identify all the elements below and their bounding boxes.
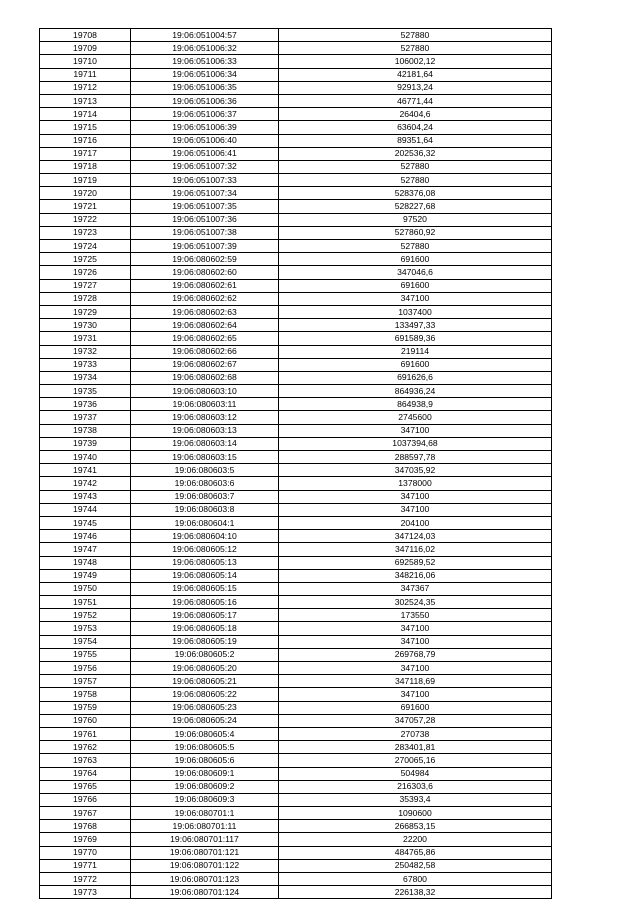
row-number-cell: 19710: [40, 55, 131, 68]
cadastral-number-cell: 19:06:080602:65: [131, 332, 279, 345]
cadastral-number-cell: 19:06:080605:4: [131, 727, 279, 740]
table-row: [40, 451, 552, 464]
cadastral-number-cell: 19:06:051004:57: [131, 29, 279, 42]
cadastral-number-cell: 19:06:051007:38: [131, 226, 279, 239]
value-cell: 270738: [279, 727, 552, 740]
value-cell: 347100: [279, 688, 552, 701]
row-number-cell: 19766: [40, 793, 131, 806]
cadastral-number-cell: 19:06:080603:5: [131, 464, 279, 477]
table-row: [40, 886, 552, 899]
table-row: [40, 727, 552, 740]
value-cell: 266853,15: [279, 820, 552, 833]
value-cell: 347100: [279, 292, 552, 305]
cadastral-number-cell: 19:06:080603:15: [131, 451, 279, 464]
table-row: [40, 780, 552, 793]
cadastral-number-cell: 19:06:080605:19: [131, 635, 279, 648]
row-number-cell: 19740: [40, 451, 131, 464]
value-cell: 527880: [279, 240, 552, 253]
row-number-cell: 19720: [40, 187, 131, 200]
cadastral-number-cell: 19:06:080605:12: [131, 543, 279, 556]
value-cell: 528227,68: [279, 200, 552, 213]
table-row: [40, 503, 552, 516]
cadastral-number-cell: 19:06:080602:64: [131, 319, 279, 332]
cadastral-number-cell: 19:06:080603:7: [131, 490, 279, 503]
cadastral-number-cell: 19:06:080701:121: [131, 846, 279, 859]
table-row: [40, 226, 552, 239]
value-cell: 527880: [279, 160, 552, 173]
row-number-cell: 19750: [40, 582, 131, 595]
table-row: [40, 292, 552, 305]
value-cell: 42181,64: [279, 68, 552, 81]
table-row: [40, 398, 552, 411]
cadastral-number-cell: 19:06:051007:33: [131, 174, 279, 187]
table-row: [40, 675, 552, 688]
row-number-cell: 19736: [40, 398, 131, 411]
value-cell: 216303,6: [279, 780, 552, 793]
cadastral-number-cell: 19:06:080701:117: [131, 833, 279, 846]
row-number-cell: 19769: [40, 833, 131, 846]
table-row: [40, 174, 552, 187]
row-number-cell: 19765: [40, 780, 131, 793]
cadastral-number-cell: 19:06:080605:6: [131, 754, 279, 767]
table-row: [40, 701, 552, 714]
value-cell: 864938,9: [279, 398, 552, 411]
cadastral-number-cell: 19:06:080603:8: [131, 503, 279, 516]
table-row: [40, 332, 552, 345]
table-row: [40, 543, 552, 556]
value-cell: 2745600: [279, 411, 552, 424]
value-cell: 63604,24: [279, 121, 552, 134]
value-cell: 691589,36: [279, 332, 552, 345]
row-number-cell: 19715: [40, 121, 131, 134]
value-cell: 89351,64: [279, 134, 552, 147]
row-number-cell: 19738: [40, 424, 131, 437]
cadastral-number-cell: 19:06:080605:21: [131, 675, 279, 688]
cadastral-number-cell: 19:06:080602:66: [131, 345, 279, 358]
value-cell: 527860,92: [279, 226, 552, 239]
table-row: [40, 319, 552, 332]
cadastral-number-cell: 19:06:080701:122: [131, 859, 279, 872]
value-cell: 347046,6: [279, 266, 552, 279]
cadastral-number-cell: 19:06:051007:35: [131, 200, 279, 213]
table-row: [40, 121, 552, 134]
value-cell: 692589,52: [279, 556, 552, 569]
value-cell: 347035,92: [279, 464, 552, 477]
table-row: [40, 411, 552, 424]
row-number-cell: 19748: [40, 556, 131, 569]
row-number-cell: 19722: [40, 213, 131, 226]
table-row: [40, 305, 552, 318]
cadastral-number-cell: 19:06:080609:2: [131, 780, 279, 793]
row-number-cell: 19767: [40, 807, 131, 820]
cadastral-number-cell: 19:06:080701:123: [131, 873, 279, 886]
table-row: [40, 688, 552, 701]
table-row: [40, 859, 552, 872]
cadastral-number-cell: 19:06:051006:36: [131, 94, 279, 107]
row-number-cell: 19733: [40, 358, 131, 371]
value-cell: 106002,12: [279, 55, 552, 68]
table-row: [40, 358, 552, 371]
row-number-cell: 19751: [40, 596, 131, 609]
table-row: [40, 437, 552, 450]
row-number-cell: 19718: [40, 160, 131, 173]
table-row: [40, 345, 552, 358]
cadastral-number-cell: 19:06:051006:39: [131, 121, 279, 134]
table-row: [40, 253, 552, 266]
table-row: [40, 767, 552, 780]
table-row: [40, 424, 552, 437]
data-table: [39, 28, 552, 899]
row-number-cell: 19719: [40, 174, 131, 187]
table-row: [40, 569, 552, 582]
value-cell: 527880: [279, 174, 552, 187]
cadastral-number-cell: 19:06:080602:62: [131, 292, 279, 305]
table-row: [40, 846, 552, 859]
row-number-cell: 19709: [40, 42, 131, 55]
table-row: [40, 240, 552, 253]
row-number-cell: 19725: [40, 253, 131, 266]
row-number-cell: 19732: [40, 345, 131, 358]
value-cell: 204100: [279, 516, 552, 529]
value-cell: 347100: [279, 503, 552, 516]
table-row: [40, 530, 552, 543]
row-number-cell: 19734: [40, 371, 131, 384]
value-cell: 1378000: [279, 477, 552, 490]
value-cell: 1037400: [279, 305, 552, 318]
value-cell: 347367: [279, 582, 552, 595]
cadastral-number-cell: 19:06:080609:3: [131, 793, 279, 806]
cadastral-number-cell: 19:06:080604:1: [131, 516, 279, 529]
value-cell: 527880: [279, 42, 552, 55]
row-number-cell: 19708: [40, 29, 131, 42]
cadastral-number-cell: 19:06:080605:15: [131, 582, 279, 595]
value-cell: 67800: [279, 873, 552, 886]
value-cell: 348216,06: [279, 569, 552, 582]
row-number-cell: 19716: [40, 134, 131, 147]
row-number-cell: 19741: [40, 464, 131, 477]
row-number-cell: 19763: [40, 754, 131, 767]
table-row: [40, 147, 552, 160]
cadastral-number-cell: 19:06:080609:1: [131, 767, 279, 780]
row-number-cell: 19711: [40, 68, 131, 81]
table-row: [40, 81, 552, 94]
value-cell: 35393,4: [279, 793, 552, 806]
table-row: [40, 68, 552, 81]
value-cell: 202536,32: [279, 147, 552, 160]
table-row: [40, 213, 552, 226]
cadastral-number-cell: 19:06:080603:12: [131, 411, 279, 424]
cadastral-number-cell: 19:06:051006:34: [131, 68, 279, 81]
cadastral-number-cell: 19:06:051007:39: [131, 240, 279, 253]
value-cell: 288597,78: [279, 451, 552, 464]
row-number-cell: 19743: [40, 490, 131, 503]
cadastral-number-cell: 19:06:080701:11: [131, 820, 279, 833]
row-number-cell: 19752: [40, 609, 131, 622]
table-row: [40, 187, 552, 200]
value-cell: 347100: [279, 662, 552, 675]
value-cell: 347100: [279, 424, 552, 437]
row-number-cell: 19768: [40, 820, 131, 833]
cadastral-number-cell: 19:06:080603:13: [131, 424, 279, 437]
row-number-cell: 19726: [40, 266, 131, 279]
cadastral-number-cell: 19:06:051006:41: [131, 147, 279, 160]
table-row: [40, 609, 552, 622]
row-number-cell: 19724: [40, 240, 131, 253]
cadastral-number-cell: 19:06:080605:22: [131, 688, 279, 701]
cadastral-number-cell: 19:06:080602:63: [131, 305, 279, 318]
row-number-cell: 19742: [40, 477, 131, 490]
value-cell: 347100: [279, 622, 552, 635]
cadastral-number-cell: 19:06:080602:61: [131, 279, 279, 292]
value-cell: 864936,24: [279, 385, 552, 398]
cadastral-number-cell: 19:06:051007:34: [131, 187, 279, 200]
row-number-cell: 19754: [40, 635, 131, 648]
row-number-cell: 19730: [40, 319, 131, 332]
row-number-cell: 19735: [40, 385, 131, 398]
cadastral-number-cell: 19:06:080605:14: [131, 569, 279, 582]
value-cell: 691600: [279, 701, 552, 714]
value-cell: 269768,79: [279, 648, 552, 661]
table-row: [40, 793, 552, 806]
table-row: [40, 490, 552, 503]
value-cell: 484765,86: [279, 846, 552, 859]
table-row: [40, 94, 552, 107]
value-cell: 1090600: [279, 807, 552, 820]
value-cell: 219114: [279, 345, 552, 358]
table-row: [40, 55, 552, 68]
value-cell: 133497,33: [279, 319, 552, 332]
table-row: [40, 635, 552, 648]
row-number-cell: 19759: [40, 701, 131, 714]
row-number-cell: 19717: [40, 147, 131, 160]
cadastral-number-cell: 19:06:051006:33: [131, 55, 279, 68]
table-row: [40, 42, 552, 55]
table-row: [40, 371, 552, 384]
row-number-cell: 19739: [40, 437, 131, 450]
row-number-cell: 19747: [40, 543, 131, 556]
value-cell: 691600: [279, 253, 552, 266]
cadastral-number-cell: 19:06:080603:10: [131, 385, 279, 398]
row-number-cell: 19764: [40, 767, 131, 780]
cadastral-number-cell: 19:06:080605:16: [131, 596, 279, 609]
table-row: [40, 873, 552, 886]
cadastral-number-cell: 19:06:080605:20: [131, 662, 279, 675]
table-row: [40, 477, 552, 490]
table-row: [40, 662, 552, 675]
value-cell: 1037394,68: [279, 437, 552, 450]
row-number-cell: 19712: [40, 81, 131, 94]
row-number-cell: 19737: [40, 411, 131, 424]
row-number-cell: 19728: [40, 292, 131, 305]
value-cell: 226138,32: [279, 886, 552, 899]
table-row: [40, 807, 552, 820]
table-row: [40, 279, 552, 292]
cadastral-number-cell: 19:06:051006:35: [131, 81, 279, 94]
row-number-cell: 19727: [40, 279, 131, 292]
table-row: [40, 556, 552, 569]
cadastral-number-cell: 19:06:080605:13: [131, 556, 279, 569]
value-cell: 347100: [279, 635, 552, 648]
row-number-cell: 19760: [40, 714, 131, 727]
table-row: [40, 464, 552, 477]
table-row: [40, 582, 552, 595]
cadastral-number-cell: 19:06:080604:10: [131, 530, 279, 543]
row-number-cell: 19723: [40, 226, 131, 239]
value-cell: 46771,44: [279, 94, 552, 107]
table-row: [40, 648, 552, 661]
table-row: [40, 160, 552, 173]
row-number-cell: 19749: [40, 569, 131, 582]
cadastral-number-cell: 19:06:080603:14: [131, 437, 279, 450]
value-cell: 97520: [279, 213, 552, 226]
row-number-cell: 19746: [40, 530, 131, 543]
cadastral-number-cell: 19:06:080605:23: [131, 701, 279, 714]
cadastral-number-cell: 19:06:080605:2: [131, 648, 279, 661]
row-number-cell: 19771: [40, 859, 131, 872]
value-cell: 26404,6: [279, 108, 552, 121]
value-cell: 92913,24: [279, 81, 552, 94]
cadastral-number-cell: 19:06:080602:60: [131, 266, 279, 279]
table-row: [40, 820, 552, 833]
row-number-cell: 19731: [40, 332, 131, 345]
row-number-cell: 19713: [40, 94, 131, 107]
value-cell: 250482,58: [279, 859, 552, 872]
row-number-cell: 19721: [40, 200, 131, 213]
value-cell: 347118,69: [279, 675, 552, 688]
value-cell: 270065,16: [279, 754, 552, 767]
table-row: [40, 266, 552, 279]
cadastral-number-cell: 19:06:080605:17: [131, 609, 279, 622]
value-cell: 347057,28: [279, 714, 552, 727]
cadastral-number-cell: 19:06:051006:32: [131, 42, 279, 55]
cadastral-number-cell: 19:06:080605:5: [131, 741, 279, 754]
table-row: [40, 200, 552, 213]
value-cell: 22200: [279, 833, 552, 846]
row-number-cell: 19762: [40, 741, 131, 754]
value-cell: 691626,6: [279, 371, 552, 384]
table-row: [40, 516, 552, 529]
value-cell: 528376,08: [279, 187, 552, 200]
cadastral-number-cell: 19:06:051007:36: [131, 213, 279, 226]
table-row: [40, 741, 552, 754]
cadastral-number-cell: 19:06:051007:32: [131, 160, 279, 173]
value-cell: 691600: [279, 358, 552, 371]
table-row: [40, 134, 552, 147]
cadastral-number-cell: 19:06:080602:67: [131, 358, 279, 371]
table-row: [40, 754, 552, 767]
cadastral-number-cell: 19:06:080603:11: [131, 398, 279, 411]
row-number-cell: 19744: [40, 503, 131, 516]
row-number-cell: 19729: [40, 305, 131, 318]
cadastral-number-cell: 19:06:051006:40: [131, 134, 279, 147]
table-row: [40, 833, 552, 846]
table-row: [40, 29, 552, 42]
value-cell: 347116,02: [279, 543, 552, 556]
row-number-cell: 19753: [40, 622, 131, 635]
table-row: [40, 714, 552, 727]
row-number-cell: 19755: [40, 648, 131, 661]
value-cell: 283401,81: [279, 741, 552, 754]
row-number-cell: 19756: [40, 662, 131, 675]
value-cell: 527880: [279, 29, 552, 42]
value-cell: 504984: [279, 767, 552, 780]
cadastral-number-cell: 19:06:080603:6: [131, 477, 279, 490]
cadastral-number-cell: 19:06:080701:124: [131, 886, 279, 899]
row-number-cell: 19757: [40, 675, 131, 688]
value-cell: 302524,35: [279, 596, 552, 609]
cadastral-number-cell: 19:06:051006:37: [131, 108, 279, 121]
cadastral-number-cell: 19:06:080605:24: [131, 714, 279, 727]
table-body: [40, 29, 552, 899]
value-cell: 347100: [279, 490, 552, 503]
value-cell: 691600: [279, 279, 552, 292]
row-number-cell: 19761: [40, 727, 131, 740]
row-number-cell: 19772: [40, 873, 131, 886]
row-number-cell: 19773: [40, 886, 131, 899]
row-number-cell: 19770: [40, 846, 131, 859]
cadastral-number-cell: 19:06:080602:68: [131, 371, 279, 384]
value-cell: 347124,03: [279, 530, 552, 543]
value-cell: 173550: [279, 609, 552, 622]
cadastral-number-cell: 19:06:080602:59: [131, 253, 279, 266]
table-row: [40, 622, 552, 635]
cadastral-number-cell: 19:06:080605:18: [131, 622, 279, 635]
row-number-cell: 19745: [40, 516, 131, 529]
row-number-cell: 19758: [40, 688, 131, 701]
table-row: [40, 596, 552, 609]
row-number-cell: 19714: [40, 108, 131, 121]
cadastral-number-cell: 19:06:080701:1: [131, 807, 279, 820]
table-row: [40, 385, 552, 398]
table-row: [40, 108, 552, 121]
